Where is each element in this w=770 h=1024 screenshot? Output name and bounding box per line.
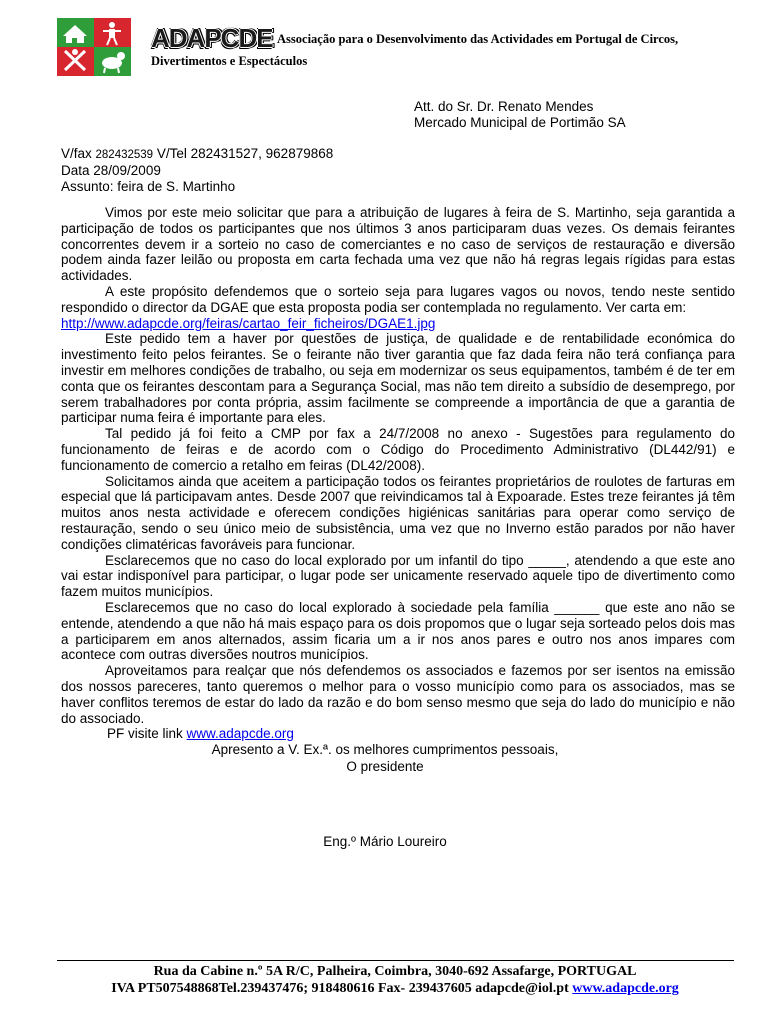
paragraph-1: Vimos por este meio solicitar que para a atribuição de lugares à feira de S. Martinho, seja garantida a participação de todos os participantes que nos últimos 3 anos participaram duas vezes. Os demais feirantes concorrentes devem ir a sorteio no caso de comerciantes e no caso de serviços de restauração e diversão podem ainda fazer leilão ou proposta em carta fechada uma vez que não há regras legais rígidas para estas actividades. xyxy=(61,205,735,284)
paragraph-4: Tal pedido já foi feito a CMP por fax a 24/7/2008 no anexo - Sugestões para regulamento do funcionamento de feiras e de acordo com o Código do Procedimento Administrativo (DL442/91) e funcionamento de comercio a retalho em feiras (DL42/2008). xyxy=(61,426,735,473)
footer-website-link[interactable]: www.adapcde.org xyxy=(572,981,679,996)
footer-address: Rua da Cabine n.º 5A R/C, Palheira, Coimbra, 3040-692 Assafarge, PORTUGAL xyxy=(153,964,637,979)
closing-greeting: Apresento a V. Ex.ª. os melhores cumprimentos pessoais, xyxy=(211,742,559,757)
footer-divider xyxy=(57,960,734,961)
paragraph-7: Esclarecemos que no caso do local explorado à sociedade pela família ______ que este ano não se entende, atendendo a que não há mais espaço para os dois propomos que o lugar seja sorteado pelos dois mas a participarem em anos alternados, assim ficaria um a ir nos anos pares e outro nos anos impares com acontece com outras diversões noutros municípios. xyxy=(61,599,735,663)
fax-label: V/fax xyxy=(61,146,96,161)
signer-title: O presidente xyxy=(346,759,424,774)
signer-name: Eng.º Mário Loureiro xyxy=(323,834,447,849)
fax-number: 282432539 xyxy=(95,149,154,161)
paragraph-2-text: A este propósito defendemos que o sorteio seja para lugares vagos ou novos, tendo neste sentido respondido o director da DGAE que esta proposta podia ser contemplada no regulamento. Ver carta em: xyxy=(61,283,735,315)
addressee-company: Mercado Municipal de Portimão SA xyxy=(414,115,626,130)
visit-label: PF visite link xyxy=(107,726,187,741)
contact-line xyxy=(61,146,333,163)
paragraph-8: Aproveitamos para realçar que nós defendemos os associados e fazemos por ser isentos na emissão dos nossos pareceres, tanto queremos o melhor para o vosso município como para os associados, mas se haver conflitos teremos de estar do lado da razão e do bom senso mesmo que seja do lado do município e não do associado. xyxy=(61,663,735,726)
tel-text: V/Tel 282431527, 962879868 xyxy=(153,146,334,161)
dgae-link-line xyxy=(61,316,735,332)
association-logo xyxy=(57,18,131,76)
website-link[interactable]: www.adapcde.org xyxy=(186,726,294,741)
paragraph-3: Este pedido tem a haver por questões de justiça, de qualidade e de rentabilidade económica do investimento feito pelos feirantes. Se o feirante não tiver garantia que faz dada feira não terá confiança para investir em melhores condições de trabalho, ou seja em modernizar os seus equipamentos, também é de ter em conta que os feirantes descontam para a Segurança Social, mas não tem direito a subsídio de desemprego, por serem trabalhadores por conta própria, assim facilmente se compreende a importância de que a garantia de participar numa feira é importante para eles. xyxy=(61,331,735,426)
tagline-line2: Divertimentos e Espectáculos xyxy=(151,54,308,68)
dgae-letter-link[interactable]: http://www.adapcde.org/feiras/cartao_feir_ficheiros/DGAE1.jpg xyxy=(61,315,436,331)
paragraph-2 xyxy=(61,284,735,316)
letter-subject: Assunto: feira de S. Martinho xyxy=(61,179,236,194)
brand-wordmark: ADAPCDE xyxy=(151,23,273,53)
footer-contacts-text: IVA PT507548868Tel.239437476; 918480616 Fax- 239437605 adapcde@iol.pt xyxy=(111,981,573,996)
tagline-line1: Associação para o Desenvolvimento das Actividades em Portugal de Circos, xyxy=(277,32,679,46)
addressee-block xyxy=(414,99,626,131)
letter-meta xyxy=(61,146,333,195)
header-brand-line xyxy=(151,22,679,53)
footer xyxy=(0,963,770,997)
footer-contacts xyxy=(0,980,770,997)
paragraph-6: Esclarecemos que no caso do local explorado por um infantil do tipo _____, atendendo a que este ano vai estar indisponível para participar, o lugar pode ser unicamente reservado aquele tipo de divertimento como fazem muitos municípios. xyxy=(61,552,735,600)
letter-date: Data 28/09/2009 xyxy=(61,163,161,178)
letter-body xyxy=(61,205,735,726)
visit-line xyxy=(107,726,294,741)
addressee-name: Att. do Sr. Dr. Renato Mendes xyxy=(414,99,594,114)
logo-icon xyxy=(57,18,131,76)
paragraph-5: Solicitamos ainda que aceitem a participação todos os feirantes proprietários de roulotes de farturas em especial que lá participavam antes. Desde 2007 que reivindicamos tal à Expoarade. Estes treze feirantes já têm muitos anos nesta actividade e oferecem condições higiénicas sanitárias para operar como serviço de restauração, sendo o seu único meio de subsistência, uma vez que no Inverno estão parados por não haver condições climatéricas favoráveis para funcionar. xyxy=(61,473,735,552)
